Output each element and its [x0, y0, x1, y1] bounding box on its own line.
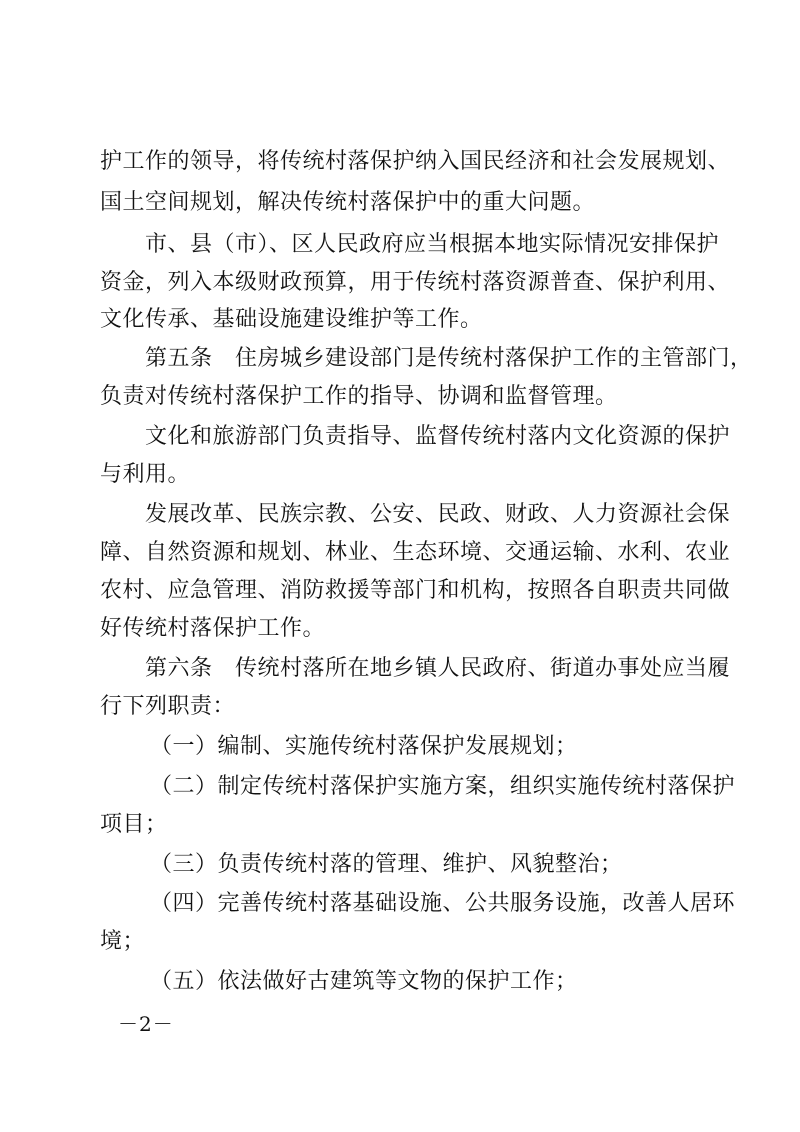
article-5-heading-line: 第五条 住房城乡建设部门是传统村落保护工作的主管部门，	[145, 346, 753, 371]
text-line: 文化传承、基础设施建设维护等工作。	[100, 307, 483, 332]
text-line: 护工作的领导，将传统村落保护纳入国民经济和社会发展规划、	[100, 149, 731, 174]
list-item-4: （四）完善传统村落基础设施、公共服务设施，改善人居环	[150, 891, 736, 916]
text-line: 发展改革、民族宗教、公安、民政、财政、人力资源社会保	[145, 502, 731, 527]
text-line: 文化和旅游部门负责指导、监督传统村落内文化资源的保护	[145, 424, 731, 449]
text-line: 资金，列入本级财政预算，用于传统村落资源普查、保护利用、	[100, 270, 731, 295]
text-line: 负责对传统村落保护工作的指导、协调和监督管理。	[100, 384, 618, 409]
text-line: 农村、应急管理、消防救援等部门和机构，按照各自职责共同做	[100, 578, 731, 603]
text-line: 项目；	[100, 812, 168, 837]
page-number: －2－	[118, 1012, 174, 1036]
text-line: 障、自然资源和规划、林业、生态环境、交通运输、水利、农业	[100, 540, 731, 565]
text-line: 与利用。	[100, 462, 191, 487]
text-line: 境；	[100, 929, 146, 954]
text-line: 行下列职责：	[100, 694, 236, 719]
list-item-3: （三）负责传统村落的管理、维护、风貌整治；	[150, 852, 623, 877]
text-line: 好传统村落保护工作。	[100, 616, 326, 641]
article-6-heading-line: 第六条 传统村落所在地乡镇人民政府、街道办事处应当履	[145, 656, 731, 681]
text-line: 国土空间规划，解决传统村落保护中的重大问题。	[100, 190, 596, 215]
list-item-2: （二）制定传统村落保护实施方案，组织实施传统村落保护	[150, 774, 736, 799]
list-item-1: （一）编制、实施传统村落保护发展规划；	[150, 734, 578, 759]
text-line: 市、县（市）、区人民政府应当根据本地实际情况安排保护	[145, 232, 720, 257]
list-item-5: （五）依法做好古建筑等文物的保护工作；	[150, 969, 578, 994]
